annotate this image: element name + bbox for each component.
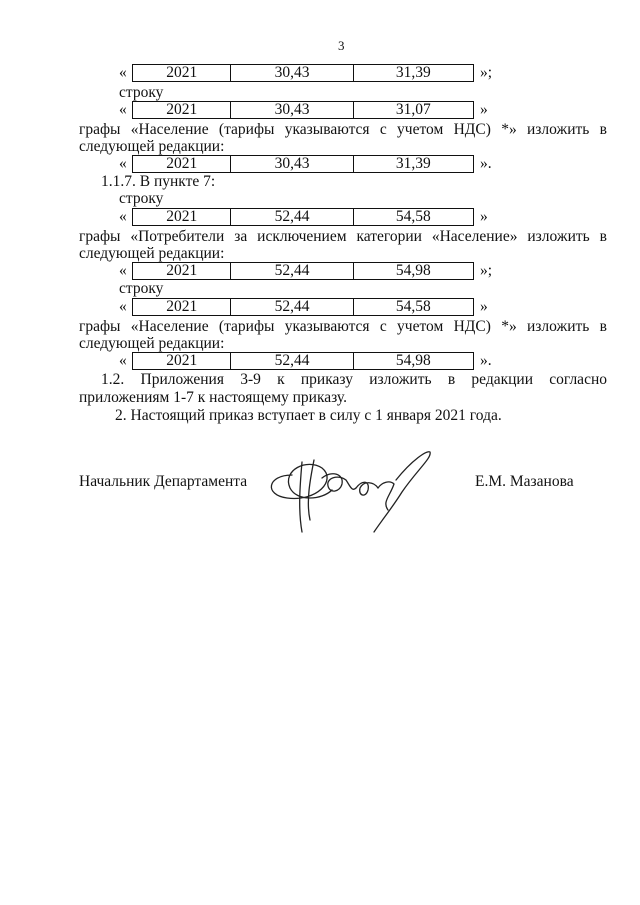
paragraph-line: 2. Настоящий приказ вступает в силу с 1 января 2021 года. [115,407,502,424]
paragraph-line: графы «Население (тарифы указываются с учетом НДС) *» изложить в [79,318,607,335]
tariff-table-row [132,155,474,173]
tariff-table-row [132,64,474,82]
text-stroku: строку [119,280,164,297]
close-quote: ». [480,352,492,369]
paragraph-line: графы «Население (тарифы указываются с учетом НДС) *» изложить в [79,121,607,138]
value-cell-1: 30,43 [231,156,353,173]
paragraph-line: графы «Потребители за исключением категории «Население» изложить в [79,228,607,245]
section-heading: 1.1.7. В пункте 7: [101,173,216,190]
value-cell-1: 52,44 [231,299,353,316]
value-cell-1: 30,43 [231,65,353,82]
paragraph-line: 1.2. Приложения 3-9 к приказу изложить в редакции согласно [101,371,607,388]
text-stroku: строку [119,84,164,101]
value-cell-2: 54,58 [353,209,473,226]
tariff-table-row [132,101,474,119]
value-cell-1: 30,43 [231,102,353,119]
open-quote: « [119,208,127,225]
paragraph-line: приложениям 1-7 к настоящему приказу. [79,389,348,406]
tariff-table-row [132,262,474,280]
value-cell-1: 52,44 [231,209,353,226]
year-cell: 2021 [133,209,231,226]
paragraph-line: следующей редакции: [79,138,225,155]
value-cell-2: 31,39 [353,65,473,82]
page-number: 3 [338,38,345,53]
year-cell: 2021 [133,156,231,173]
close-quote: » [480,101,488,118]
value-cell-2: 54,98 [353,263,473,280]
close-quote: »; [480,64,493,81]
signatory-name: Е.М. Мазанова [475,473,574,490]
open-quote: « [119,101,127,118]
value-cell-2: 54,58 [353,299,473,316]
open-quote: « [119,262,127,279]
signatory-position: Начальник Департамента [79,473,248,490]
value-cell-2: 54,98 [353,353,473,370]
tariff-table-row [132,208,474,226]
handwritten-signature [262,440,442,540]
close-quote: »; [480,262,493,279]
year-cell: 2021 [133,353,231,370]
year-cell: 2021 [133,65,231,82]
paragraph-line: следующей редакции: [79,335,225,352]
open-quote: « [119,155,127,172]
value-cell-1: 52,44 [231,353,353,370]
value-cell-2: 31,39 [353,156,473,173]
value-cell-1: 52,44 [231,263,353,280]
text-stroku: строку [119,190,164,207]
year-cell: 2021 [133,263,231,280]
close-quote: » [480,208,488,225]
open-quote: « [119,352,127,369]
open-quote: « [119,298,127,315]
year-cell: 2021 [133,299,231,316]
open-quote: « [119,64,127,81]
value-cell-2: 31,07 [353,102,473,119]
tariff-table-row [132,298,474,316]
close-quote: » [480,298,488,315]
paragraph-line: следующей редакции: [79,245,225,262]
close-quote: ». [480,155,492,172]
tariff-table-row [132,352,474,370]
year-cell: 2021 [133,102,231,119]
